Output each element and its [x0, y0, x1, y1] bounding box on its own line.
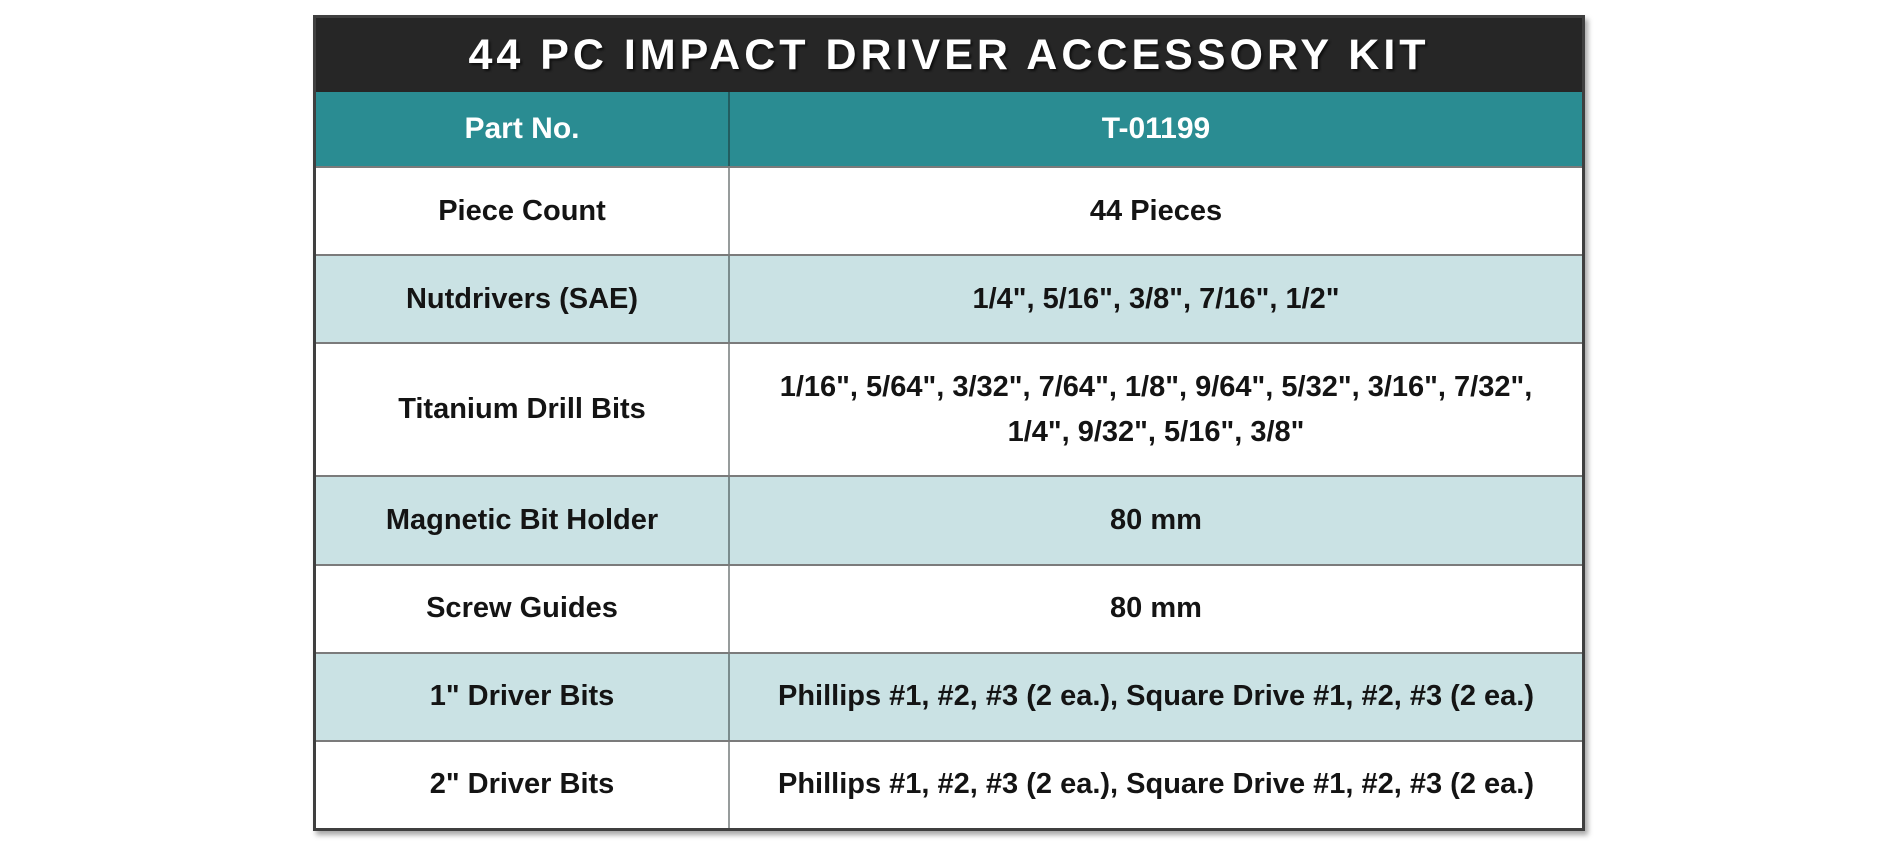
spec-value: 44 Pieces — [1089, 194, 1223, 227]
spec-value-cell — [730, 344, 1582, 475]
spec-label-cell — [316, 654, 730, 740]
spec-value: 1/4", 5/16", 3/8", 7/16", 1/2" — [972, 282, 1340, 315]
spec-value: 80 mm — [1110, 504, 1202, 537]
spec-value: 1/16", 5/64", 3/32", 7/64", 1/8", 9/64", 5/32", 3/16", 7/32", 1/4", 9/32", 5/16", 3/8" — [779, 370, 1533, 448]
spec-value-cell — [730, 742, 1582, 828]
spec-label: Nutdrivers (SAE) — [405, 282, 639, 315]
spec-label: Screw Guides — [426, 592, 618, 625]
spec-label-cell — [316, 477, 730, 563]
header-value-cell — [730, 92, 1582, 166]
spec-row-piece-count — [316, 166, 1582, 254]
spec-row-screw-guides — [316, 564, 1582, 652]
spec-label: Magnetic Bit Holder — [385, 504, 659, 537]
spec-label-cell — [316, 344, 730, 475]
spec-label: Piece Count — [438, 194, 606, 227]
spec-row-1in-driver-bits — [316, 652, 1582, 740]
spec-row-2in-driver-bits — [316, 740, 1582, 828]
spec-value-cell — [730, 256, 1582, 342]
spec-value-cell — [730, 168, 1582, 254]
spec-value-cell — [730, 477, 1582, 563]
spec-label: 1" Driver Bits — [429, 680, 615, 713]
spec-label: Titanium Drill Bits — [398, 393, 646, 426]
spec-row-nutdrivers — [316, 254, 1582, 342]
header-label-cell — [316, 92, 730, 166]
header-row-part-no — [316, 92, 1582, 166]
part-number-value: T-01199 — [1101, 111, 1211, 145]
spec-value-cell — [730, 566, 1582, 652]
spec-table — [313, 15, 1585, 831]
spec-label-cell — [316, 168, 730, 254]
spec-label-cell — [316, 742, 730, 828]
spec-label: 2" Driver Bits — [429, 768, 615, 801]
spec-value: 80 mm — [1110, 592, 1202, 625]
spec-row-magnetic-bit-holder — [316, 475, 1582, 563]
spec-value: Phillips #1, #2, #3 (2 ea.), Square Drive #1, #2, #3 (2 ea.) — [777, 768, 1534, 801]
header-label: Part No. — [464, 111, 580, 145]
spec-label-cell — [316, 256, 730, 342]
table-title: 44 PC IMPACT DRIVER ACCESSORY KIT — [468, 30, 1430, 79]
spec-value: Phillips #1, #2, #3 (2 ea.), Square Drive #1, #2, #3 (2 ea.) — [777, 680, 1534, 713]
spec-label-cell — [316, 566, 730, 652]
spec-value-cell — [730, 654, 1582, 740]
spec-row-titanium-drill-bits — [316, 342, 1582, 475]
table-title-bar — [316, 18, 1582, 92]
